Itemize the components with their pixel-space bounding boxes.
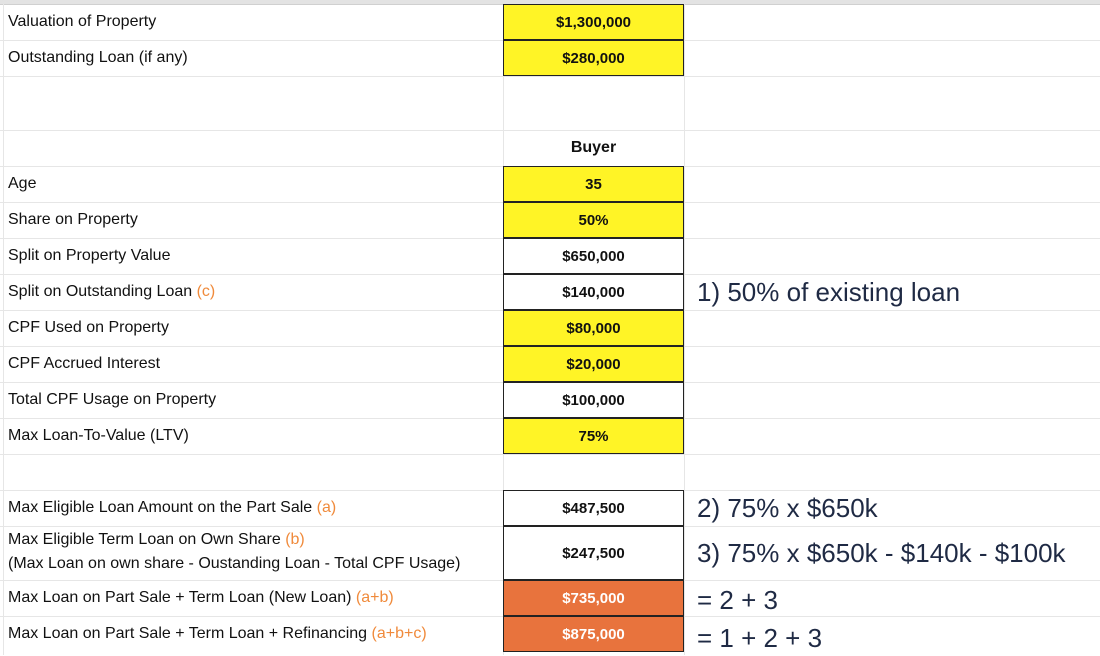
refinancing-label[interactable] [8, 616, 427, 652]
split-value-cell[interactable]: $650,000 [503, 238, 684, 274]
new-loan-tag: (a+b) [355, 589, 394, 606]
total-cpf-value-cell[interactable]: $100,000 [503, 382, 684, 418]
max-term-tag: (b) [285, 531, 305, 548]
max-eligible-label-text: Max Eligible Loan Amount on the Part Sale [8, 499, 313, 516]
max-eligible-value-cell[interactable]: $487,500 [503, 490, 684, 526]
max-ltv-label[interactable]: Max Loan-To-Value (LTV) [8, 427, 189, 444]
total-cpf-label[interactable]: Total CPF Usage on Property [8, 391, 217, 408]
max-eligible-label[interactable] [8, 490, 336, 526]
buyer-column-header[interactable]: Buyer [570, 139, 617, 156]
refinancing-tag: (a+b+c) [371, 625, 427, 642]
max-term-value-cell[interactable]: $247,500 [503, 526, 684, 580]
split-loan-label-text: Split on Outstanding Loan [8, 283, 193, 300]
cpf-used-label[interactable]: CPF Used on Property [8, 319, 169, 336]
refinancing-value-cell[interactable]: $875,000 [503, 616, 684, 652]
row-gridline [0, 76, 1100, 77]
cpf-used-value-cell[interactable]: $80,000 [503, 310, 684, 346]
max-term-label-text: Max Eligible Term Loan on Own Share [8, 531, 281, 548]
split-loan-label[interactable] [8, 274, 215, 310]
column-gridline [3, 4, 4, 655]
valuation-label[interactable]: Valuation of Property [8, 13, 157, 30]
max-term-label[interactable] [8, 526, 460, 578]
new-loan-label-text: Max Loan on Part Sale + Term Loan (New Loan) [8, 589, 352, 606]
note-1: 1) 50% of existing loan [697, 276, 961, 307]
split-value-label[interactable]: Split on Property Value [8, 247, 171, 264]
max-eligible-tag: (a) [316, 499, 337, 516]
max-term-sublabel: (Max Loan on own share - Oustanding Loan - Total CPF Usage) [8, 555, 461, 572]
refinancing-label-text: Max Loan on Part Sale + Term Loan + Refinancing [8, 625, 368, 642]
age-value-cell[interactable]: 35 [503, 166, 684, 202]
outstanding-loan-value-cell[interactable]: $280,000 [503, 40, 684, 76]
note-4: = 2 + 3 [697, 584, 778, 615]
cpf-interest-label[interactable]: CPF Accrued Interest [8, 355, 161, 372]
max-term-label-line [8, 528, 305, 552]
share-value-cell[interactable]: 50% [503, 202, 684, 238]
outstanding-loan-label[interactable]: Outstanding Loan (if any) [8, 49, 188, 66]
note-3: 3) 75% x $650k - $140k - $100k [697, 537, 1066, 568]
cpf-interest-value-cell[interactable]: $20,000 [503, 346, 684, 382]
split-loan-tag: (c) [196, 283, 216, 300]
split-loan-value-cell[interactable]: $140,000 [503, 274, 684, 310]
new-loan-label[interactable] [8, 580, 394, 616]
note-2: 2) 75% x $650k [697, 492, 878, 523]
column-gridline [684, 4, 685, 655]
row-gridline [0, 454, 1100, 455]
note-5: = 1 + 2 + 3 [697, 622, 823, 653]
valuation-value-cell[interactable]: $1,300,000 [503, 4, 684, 40]
share-label[interactable]: Share on Property [8, 211, 138, 228]
age-label[interactable]: Age [8, 175, 37, 192]
max-ltv-value-cell[interactable]: 75% [503, 418, 684, 454]
new-loan-value-cell[interactable]: $735,000 [503, 580, 684, 616]
